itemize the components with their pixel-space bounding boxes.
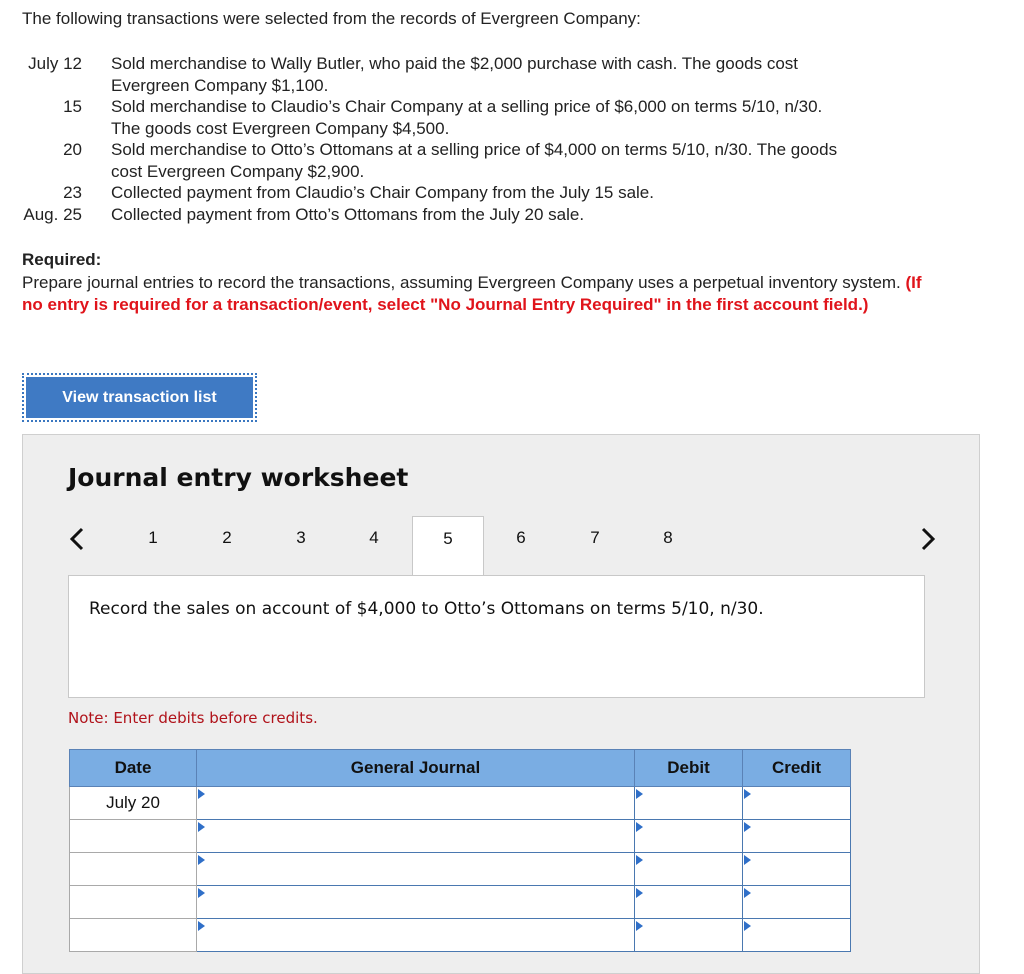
transaction-desc-line: cost Evergreen Company $2,900. — [111, 161, 365, 181]
row-date: July 20 — [70, 787, 197, 820]
debit-field[interactable] — [635, 853, 743, 886]
credit-field[interactable] — [743, 919, 851, 952]
credit-field[interactable] — [743, 853, 851, 886]
intro-text: The following transactions were selected from the records of Evergreen Company: — [22, 9, 641, 28]
credit-field[interactable] — [743, 820, 851, 853]
tab-6[interactable]: 6 — [516, 528, 526, 547]
account-field[interactable] — [197, 787, 635, 820]
transaction-desc-line: The goods cost Evergreen Company $4,500. — [111, 118, 450, 138]
required-body — [22, 272, 922, 315]
row-date — [70, 820, 197, 853]
tab-8[interactable]: 8 — [663, 528, 673, 547]
journal-row — [70, 853, 851, 886]
journal-row — [70, 886, 851, 919]
required-heading: Required: — [22, 250, 102, 269]
transaction-date: July 12 — [28, 54, 82, 73]
general-journal-column-header: General Journal — [197, 750, 635, 787]
required-instruction: (If no entry is required for a transaction/event, select "No Journal Entry Required" in the first account field.) — [22, 273, 922, 314]
debit-field[interactable] — [635, 787, 743, 820]
row-date — [70, 919, 197, 952]
prompt-text: Record the sales on account of $4,000 to Otto’s Ottomans on terms 5/10, n/30. — [89, 599, 764, 619]
journal-entry-worksheet — [22, 434, 980, 974]
debit-column-header: Debit — [635, 750, 743, 787]
debit-field[interactable] — [635, 820, 743, 853]
worksheet-title: Journal entry worksheet — [68, 463, 409, 492]
row-date — [70, 853, 197, 886]
note-text: Note: Enter debits before credits. — [68, 709, 318, 727]
tab-4[interactable]: 4 — [369, 528, 379, 547]
tab-3[interactable]: 3 — [296, 528, 306, 547]
view-transaction-list-label: View transaction list — [26, 377, 253, 418]
credit-column-header: Credit — [743, 750, 851, 787]
tab-2[interactable]: 2 — [222, 528, 232, 547]
tab-7[interactable]: 7 — [590, 528, 600, 547]
transaction-date: 23 — [63, 183, 82, 202]
transaction-desc-line: Sold merchandise to Otto’s Ottomans at a selling price of $4,000 on terms 5/10, n/30. The goods — [111, 140, 838, 159]
transaction-date: 20 — [63, 140, 82, 159]
transaction-desc-line: Collected payment from Claudio’s Chair Company from the July 15 sale. — [111, 183, 654, 202]
journal-row — [70, 919, 851, 952]
account-field[interactable] — [197, 886, 635, 919]
chevron-left-icon[interactable] — [68, 526, 86, 559]
transaction-date: 15 — [63, 97, 82, 116]
journal-row — [70, 820, 851, 853]
transaction-desc-line: Collected payment from Otto’s Ottomans from the July 20 sale. — [111, 205, 585, 224]
chevron-right-icon[interactable] — [919, 526, 937, 559]
row-date — [70, 886, 197, 919]
transaction-desc-line: Sold merchandise to Wally Butler, who paid the $2,000 purchase with cash. The goods cost — [111, 54, 799, 73]
date-column-header: Date — [70, 750, 197, 787]
required-text: Prepare journal entries to record the transactions, assuming Evergreen Company uses a perpetual inventory system. — [22, 273, 901, 292]
transaction-desc-line: Evergreen Company $1,100. — [111, 75, 329, 95]
debit-field[interactable] — [635, 919, 743, 952]
account-field[interactable] — [197, 820, 635, 853]
account-field[interactable] — [197, 919, 635, 952]
journal-header-row — [70, 750, 851, 787]
view-transaction-list-button[interactable] — [22, 373, 257, 422]
tab-5[interactable]: 5 — [412, 516, 484, 576]
account-field[interactable] — [197, 853, 635, 886]
journal-row — [70, 787, 851, 820]
tab-1[interactable]: 1 — [148, 528, 158, 547]
debit-field[interactable] — [635, 886, 743, 919]
transaction-prompt — [68, 575, 925, 698]
credit-field[interactable] — [743, 886, 851, 919]
journal-table — [69, 749, 851, 952]
credit-field[interactable] — [743, 787, 851, 820]
transaction-desc-line: Sold merchandise to Claudio’s Chair Company at a selling price of $6,000 on terms 5/10, n/30. — [111, 97, 823, 116]
transaction-date: Aug. 25 — [23, 205, 82, 224]
